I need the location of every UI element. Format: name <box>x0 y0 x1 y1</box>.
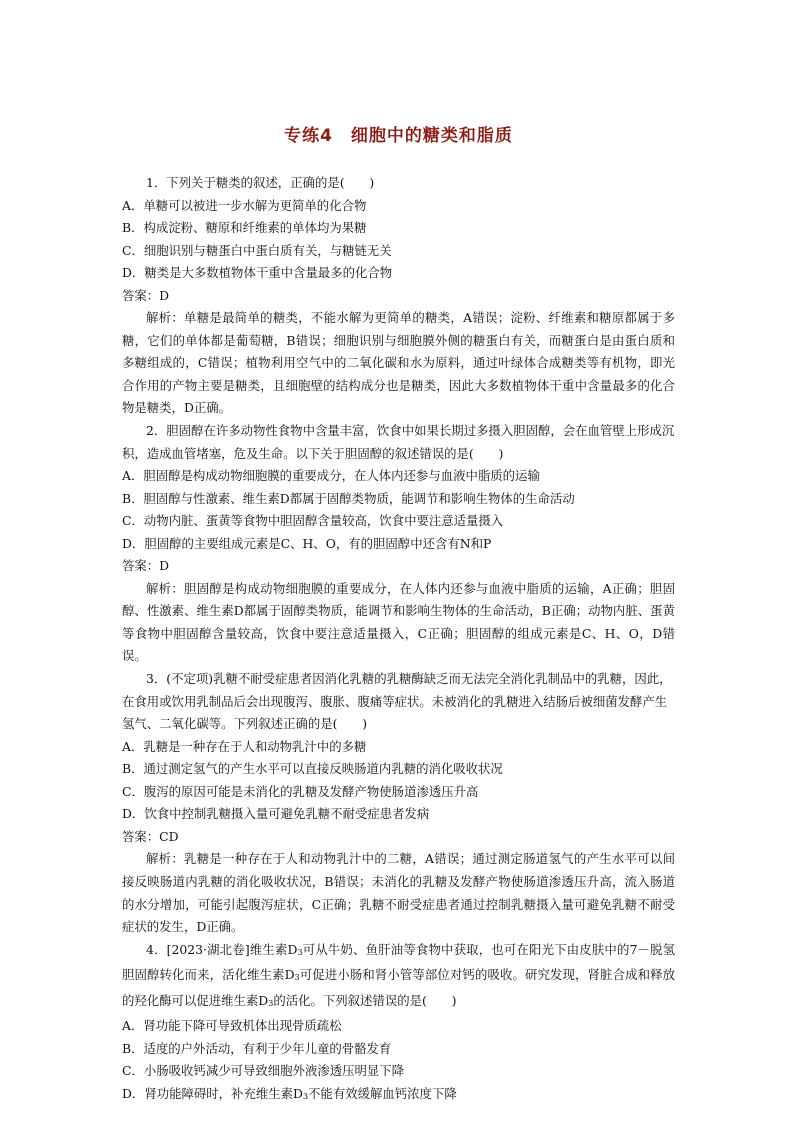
question-1-option-d: D．糖类是大多数植物体干重中含量最多的化合物 <box>122 265 393 281</box>
question-1-option-c: C．细胞识别与糖蛋白中蛋白质有关，与糖链无关 <box>122 242 392 258</box>
page-title: 专练4 细胞中的糖类和脂质 <box>284 126 513 146</box>
question-3-answer: 答案：CD <box>122 828 179 844</box>
question-1-option-b: B．构成淀粉、糖原和纤维素的单体均为果糖 <box>122 220 367 236</box>
question-2-answer: 答案：D <box>122 558 170 574</box>
question-3-option-d: D．饮食中控制乳糖摄入量可避免乳糖不耐受症患者发病 <box>122 806 430 822</box>
document-body <box>122 172 675 1108</box>
question-2-option-b: B．胆固醇与性激素、维生素D都属于固醇类物质，能调节和影响生物体的生命活动 <box>122 490 575 506</box>
question-4-subscript-2: 3 <box>294 973 300 983</box>
question-1-explanation: 解析：单糖是最简单的糖类，不能水解为更简单的糖类，A错误；淀粉、纤维素和糖原都属于多糖，它们的单体都是葡萄糖，B错误；细胞识别与细胞膜外侧的糖蛋白有关，而糖蛋白是由蛋白质和多糖组成的，C错误；植物利用空气中的二氧化碳和水为原料，通过叶绿体合成糖类等有机物，即光合作用的产物主要是糖类，且细胞壁的结构成分也是糖类，因此大多数植物体干重中含量最多的化合物是糖类，D正确。 <box>122 310 675 416</box>
question-4-subscript-1: 3 <box>297 947 303 957</box>
question-1-stem: 1．下列关于糖类的叙述，正确的是( ) <box>146 175 375 190</box>
question-4-stem <box>122 939 675 1016</box>
question-4-stem-part-3: 可促进小肠和肾小管等部位对钙的吸收。研究发现，肾脏合成和释放的羟化酶可以促进维生素D <box>122 967 675 1008</box>
question-4-stem-part-4: 的活化。下列叙述错误的是( ) <box>273 992 457 1008</box>
question-4-stem-part-2: 可从牛奶、鱼肝油等食物中获取，也可在阳光下由皮肤中的7－脱氢胆固醇转化而来，活化维生素D <box>122 941 675 983</box>
question-1-option-a: A．单糖可以被进一步水解为更简单的化合物 <box>122 197 367 213</box>
question-3-stem: 3．(不定项)乳糖不耐受症患者因消化乳糖的乳糖酶缺乏而无法完全消化乳制品中的乳糖，因此，在食用或饮用乳制品后会出现腹泻、腹胀、腹痛等症状。未被消化的乳糖进入结肠后被细菌发酵产生氢气、二氧化碳等。下列叙述正确的是( ) <box>122 671 672 732</box>
question-4-option-d-part-1: D．肾功能障碍时，补充维生素D <box>122 1085 303 1101</box>
question-4-stem-part-1: 4．[2023·湖北卷]维生素D <box>146 941 298 957</box>
question-4-option-a: A．肾功能下降可导致机体出现骨质疏松 <box>122 1018 342 1034</box>
question-2-explanation: 解析：胆固醇是构成动物细胞膜的重要成分，在人体内还参与血液中脂质的运输，A正确；胆固醇、性激素、维生素D都属于固醇类物质，能调节和影响生物体的生命活动，B正确；动物内脏、蛋黄等食物中胆固醇含量较高，饮食中要注意适量摄入，C正确；胆固醇的组成元素是C、H、O，D错误。 <box>122 580 675 664</box>
question-4-option-d-part-2: 不能有效缓解血钙浓度下降 <box>308 1085 457 1101</box>
question-3-option-b: B．通过测定氢气的产生水平可以直接反映肠道内乳糖的消化吸收状况 <box>122 761 503 777</box>
question-3-option-c: C．腹泻的原因可能是未消化的乳糖及发酵产物使肠道渗透压升高 <box>122 783 479 799</box>
question-4-option-d-subscript: 3 <box>302 1091 309 1101</box>
question-3-explanation: 解析：乳糖是一种存在于人和动物乳汁中的二糖，A错误；通过测定肠道氢气的产生水平可以间接反映肠道内乳糖的消化吸收状况，B错误；未消化的乳糖及发酵产物使肠道渗透压升高，流入肠道的水分增加，可能引起腹泻症状，C正确；乳糖不耐受症患者通过控制乳糖摄入量可避免乳糖不耐受症状的发生，D正确。 <box>122 851 675 935</box>
question-4-subscript-3: 3 <box>268 998 274 1008</box>
question-2-option-a: A．胆固醇是构成动物细胞膜的重要成分，在人体内还参与血液中脂质的运输 <box>122 468 540 484</box>
question-2-option-c: C．动物内脏、蛋黄等食物中胆固醇含量较高，饮食中要注意适量摄入 <box>122 513 504 529</box>
question-2-stem: 2．胆固醇在许多动物性食物中含量丰富，饮食中如果长期过多摄入胆固醇，会在血管壁上形成沉积，造成血管堵塞，危及生命。以下关于胆固醇的叙述错误的是( ) <box>122 423 675 461</box>
question-4-option-c: C．小肠吸收钙减少可导致细胞外液渗透压明显下降 <box>122 1063 405 1079</box>
question-1-answer: 答案：D <box>122 287 170 303</box>
question-2-option-d: D．胆固醇的主要组成元素是C、H、O，有的胆固醇中还含有N和P <box>122 535 492 551</box>
question-4-option-d <box>122 1083 675 1109</box>
question-4-option-b: B．适度的户外活动，有利于少年儿童的骨骼发育 <box>122 1040 392 1056</box>
question-3-option-a: A．乳糖是一种存在于人和动物乳汁中的多糖 <box>122 738 367 754</box>
